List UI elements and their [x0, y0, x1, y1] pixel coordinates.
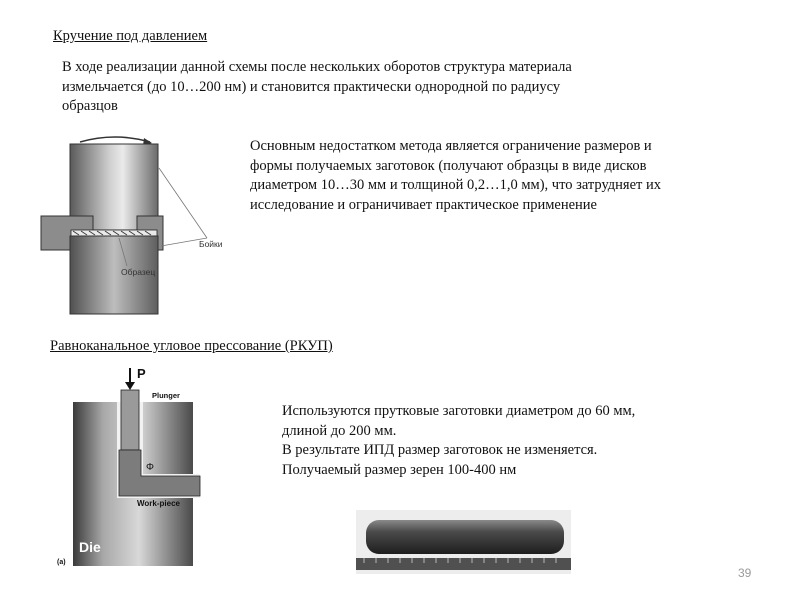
- section1-drawback: [250, 137, 770, 215]
- force-arrow-icon: [125, 382, 135, 390]
- ecap-diagram: [55, 362, 220, 572]
- intro-line: измельчается (до 10…200 нм) и становится практически однородной по радиусу: [62, 78, 561, 95]
- rotation-arrow-icon: [80, 137, 150, 142]
- label-die: Die: [79, 539, 101, 555]
- info-line: В результате ИПД размер заготовок не изменяется.: [282, 442, 598, 458]
- drawback-line: Основным недостатком метода является ограничение размеров и: [250, 138, 652, 154]
- info-line: Используются прутковые заготовки диаметром до 60 мм,: [282, 403, 636, 419]
- drawback-line: формы получаемых заготовок (получают образцы в виде дисков: [250, 157, 647, 174]
- section1-heading: Кручение под давлением: [53, 28, 208, 44]
- drawback-line: исследование и ограничивает практическое применение: [250, 196, 597, 213]
- plunger: [121, 390, 139, 450]
- hpt-diagram: [35, 130, 235, 325]
- intro-line: В ходе реализации данной схемы после нескольких оборотов структура материала: [62, 59, 572, 75]
- slide-number: 39: [738, 566, 752, 580]
- label-plunger: Plunger: [152, 391, 180, 400]
- intro-line: образцов: [62, 98, 118, 114]
- label-a: (a): [57, 559, 66, 566]
- label-workpiece: Work-piece: [137, 499, 180, 508]
- label-anvils: Бойки: [199, 239, 223, 249]
- section2-info: [282, 402, 762, 480]
- label-phi: Φ: [146, 462, 154, 473]
- billet-bar: [366, 520, 564, 554]
- info-line: длиной до 200 мм.: [282, 422, 397, 439]
- section2-heading: Равноканальное угловое прессование (РКУП): [50, 338, 333, 354]
- info-line: Получаемый размер зерен 100-400 нм: [282, 461, 517, 478]
- label-p: P: [137, 366, 146, 381]
- drawback-line: диаметром 10…30 мм и толщиной 0,2…1,0 мм), что затрудняет их: [250, 177, 661, 193]
- billet-photo: [356, 510, 571, 574]
- section1-intro: [62, 58, 752, 117]
- label-sample: Образец: [121, 267, 156, 277]
